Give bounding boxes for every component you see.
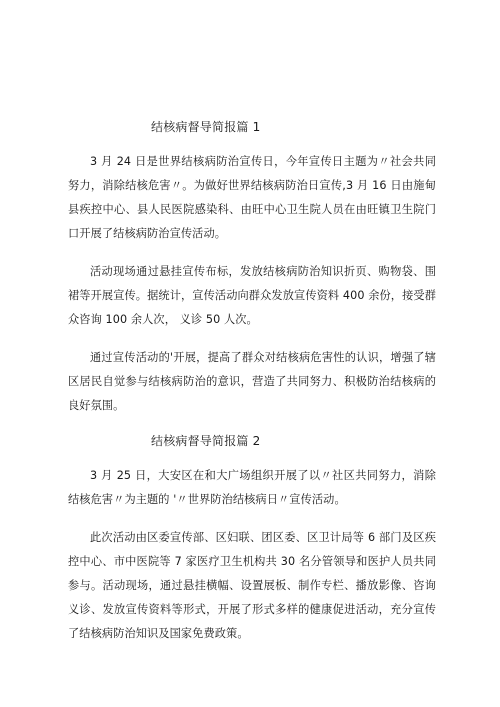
paragraph-5: 此次活动由区委宣传部、区妇联、团区委、区卫计局等 6 部门及区疾控中心、市中医院等 7 家医疗卫生机构共 30 名分管领导和医护人员共同参与。活动现场，通过悬挂横幅、设置展板、制作专栏、播放影像、咨询义诊、发放宣传资料等形式，开展了形式多样的健康促进活动，充分宣传了结核病防治知识及国家免费政策。 [68,531,436,640]
section-title-1: 结核病督导简报篇 1 [151,120,261,134]
paragraph-1: 3 月 24 日是世界结核病防治宣传日，今年宣传日主题为〃社会共同努力，消除结核危害〃。为做好世界结核病防治日宣传,3 月 16 日由施甸县疾控中心、县人民医院感染科、由旺中心卫生院人员在由旺镇卫生院门口开展了结核病防治宣传活动。 [68,155,436,240]
document-body [68,118,436,660]
paragraph-2: 活动现场通过悬挂宣传布标，发放结核病防治知识折页、购物袋、围裙等开展宣传。据统计，宣传活动向群众发放宣传资料 400 余份，接受群众咨询 100 余人次， 义诊 50 人次。 [68,265,436,326]
section-title-2: 结核病督导简报篇 2 [151,434,261,448]
paragraph-4: 3 月 25 日，大安区在和大广场组织开展了以〃社区共同努力，消除结核危害〃为主题的 '〃世界防治结核病日〃宣传活动。 [68,469,436,506]
paragraph-3: 通过宣传活动的'开展，提高了群众对结核病危害性的认识，增强了辖区居民自觉参与结核病防治的意识，营造了共同努力、积极防治结核病的良好氛围。 [68,351,436,412]
